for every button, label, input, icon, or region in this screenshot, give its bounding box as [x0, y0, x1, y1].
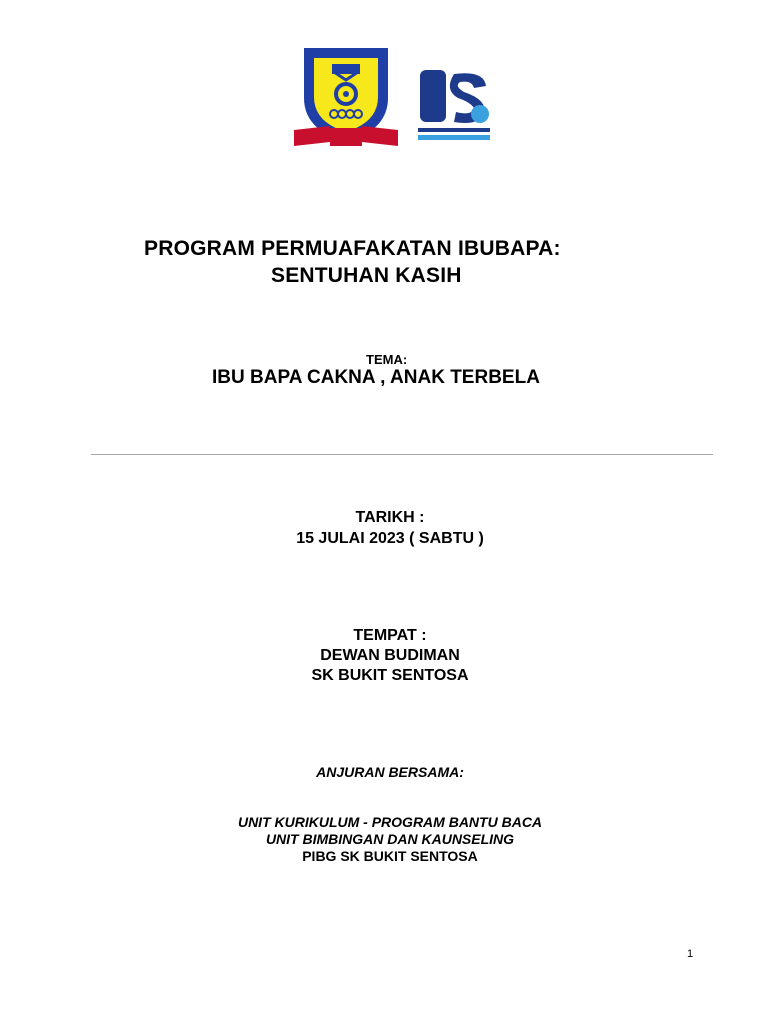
ts25-logo	[414, 66, 494, 144]
school-logo	[294, 42, 398, 150]
organizer-item: UNIT KURIKULUM - PROGRAM BANTU BACA	[237, 814, 543, 830]
organizers-label: ANJURAN BERSAMA:	[316, 764, 464, 780]
organizer-item: PIBG SK BUKIT SENTOSA	[302, 848, 478, 864]
theme-value: IBU BAPA CAKNA , ANAK TERBELA	[212, 367, 540, 388]
date-value: 15 JULAI 2023 ( SABTU )	[296, 530, 484, 547]
theme-label: TEMA:	[366, 352, 408, 367]
venue-label: TEMPAT :	[353, 627, 427, 644]
venue-line-2: SK BUKIT SENTOSA	[311, 667, 469, 684]
title-line-2: SENTUHAN KASIH	[271, 264, 462, 287]
title-line-1: PROGRAM PERMUAFAKATAN IBUBAPA:	[144, 237, 561, 260]
venue-line-1: DEWAN BUDIMAN	[320, 647, 460, 664]
date-label: TARIKH :	[355, 509, 425, 526]
page-number: 1	[687, 948, 694, 960]
organizer-item: UNIT BIMBINGAN DAN KAUNSELING	[265, 831, 515, 847]
divider-line	[91, 454, 713, 455]
